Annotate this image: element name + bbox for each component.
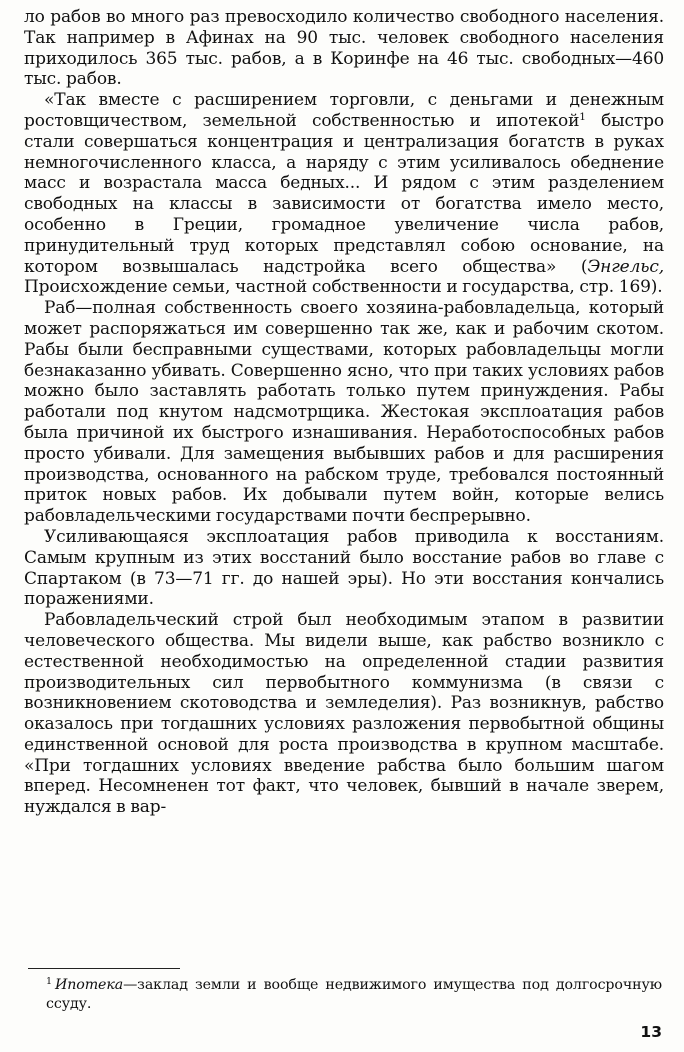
citation-source: Происхождение семьи, частной собственности и государства, стр. 169). [24,277,663,298]
paragraph-5: Рабовладельческий строй был необходимым этапом в развитии человеческого общества. Мы видели выше, как рабство возникло с естественной необходимостью на определенной стадии развития производительных сил первобытного коммунизма (в связи с возникновением скотоводства и земледелия). Раз возникнув, рабство оказалось при тогдашних условиях разложения первобытной общины единственной основой для роста производства в крупном масштабе. «При тогдашних условиях введение рабства было большим шагом вперед. Несомненен тот факт, что человек, бывший в начале зверем, нуждался в вар- [24,610,664,818]
page-number: 13 [640,1023,662,1041]
footnote-definition: —заклад земли и вообще недвижимого имущества под долгосрочную ссуду. [46,977,662,1012]
footnote-number: 1 [46,976,52,987]
main-text [24,7,664,818]
footnote-term: Ипотека [54,977,124,993]
quote-text-part-2: быстро стали совершаться концентрация и централизация богатств в руках немногочисленного класса, а наряду с этим усиливалось обеднение масс и возрастала масса бедных... И рядом с этим разделением свободных на классы в зависимости от богатства имело место, особенно в Греции, громадное увеличение числа рабов, принудительный труд которых представлял собою основание, на котором возвышалась надстройка всего общества» ( [24,110,664,277]
paragraph-1: ло рабов во много раз превосходило количество свободного населения. Так например в Афинах на 90 тыс. человек свободного населения приходилось 365 тыс. рабов, а в Коринфе на 46 тыс. свободных—460 тыс. рабов. [24,7,664,90]
paragraph-3: Раб—полная собственность своего хозяина-рабовладельца, который может распоряжаться им совершенно так же, как и рабочим скотом. Рабы были бесправными существами, которых рабовладельцы могли безнаказанно убивать. Совершенно ясно, что при таких условиях рабов можно было заставлять работать только путем принуждения. Рабы работали под кнутом надсмотрщика. Жестокая эксплоатация рабов была причиной их быстрого изнашивания. Неработоспособных рабов просто убивали. Для замещения выбывших рабов и для расширения производства, основанного на рабском труде, требовался постоянный приток новых рабов. Их добывали путем войн, которые велись рабовладельческими государствами почти беспрерывно. [24,298,664,527]
footnote [46,976,662,1014]
citation-author: Энгельс, [587,256,664,277]
paragraph-2 [24,90,664,298]
footnote-separator [28,968,180,969]
paragraph-4: Усиливающаяся эксплоатация рабов приводила к восстаниям. Самым крупным из этих восстаний было восстание рабов во главе с Спартаком (в 73—71 гг. до нашей эры). Но эти восстания кончались поражениями. [24,526,664,610]
quote-text-part-1: «Так вместе с расширением торговли, с деньгами и денежным ростовщичеством, земельной собственностью и ипотекой [24,90,664,131]
footnote-mark: 1 [579,110,586,123]
